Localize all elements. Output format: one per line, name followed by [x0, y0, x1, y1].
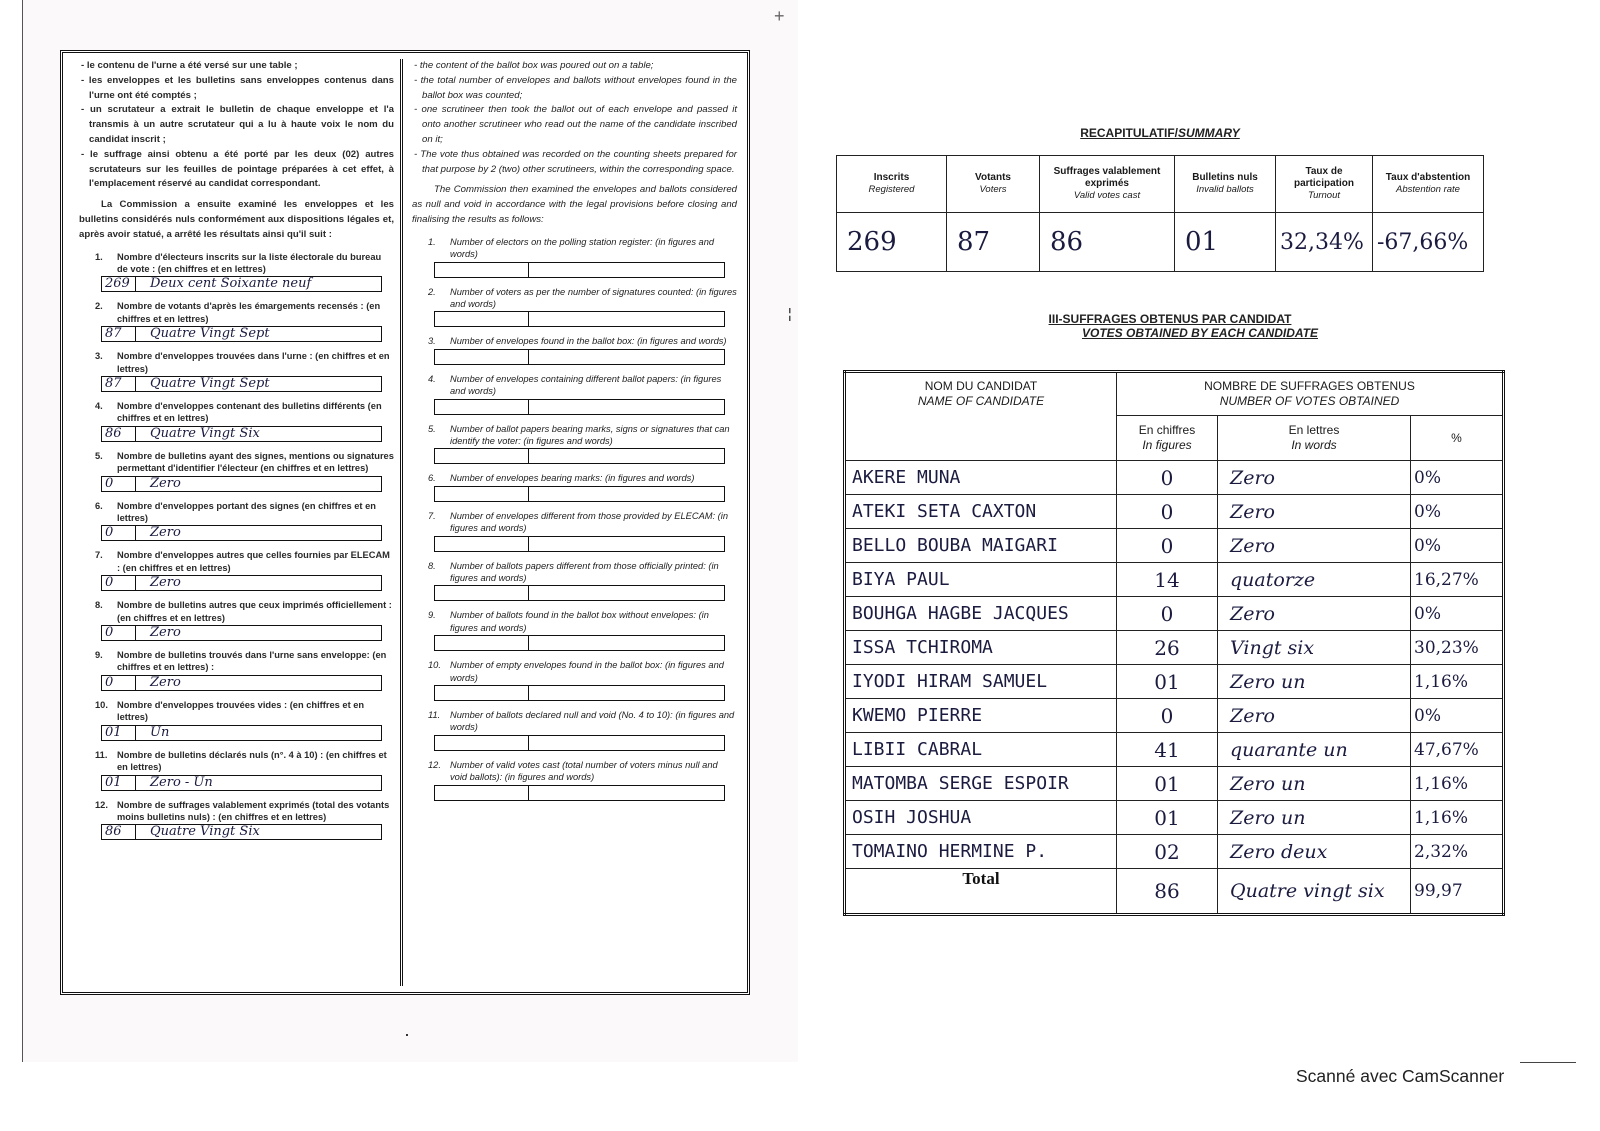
- header-voters: Votants Voters: [947, 156, 1040, 213]
- answer-figure[interactable]: [435, 636, 529, 650]
- candidate-percent: 0%: [1411, 699, 1504, 733]
- question-label: [412, 709, 737, 734]
- english-question-12: [412, 759, 737, 801]
- answer-figure[interactable]: [435, 400, 529, 414]
- turnout-value: 32,34%: [1276, 213, 1373, 272]
- candidate-percent: 0%: [1411, 461, 1504, 495]
- question-label: [412, 510, 737, 535]
- candidate-name: BIYA PAUL: [845, 563, 1117, 597]
- question-number: 1.: [95, 251, 103, 262]
- french-question-4: [79, 400, 394, 442]
- candidate-votes-words: quatorze: [1218, 563, 1411, 597]
- french-column: [73, 59, 403, 986]
- answer-field[interactable]: [434, 785, 725, 801]
- english-bullet: - the total number of envelopes and ballots without envelopes found in the ballot box was counted;: [414, 74, 737, 101]
- summary-title: [1060, 126, 1260, 140]
- candidate-row: [845, 733, 1504, 767]
- candidate-votes-words: Zero un: [1218, 801, 1411, 835]
- question-label: [79, 799, 394, 824]
- answer-words[interactable]: [529, 312, 724, 326]
- french-bullet: - le suffrage ainsi obtenu a été porté par les deux (02) autres scrutateurs sur les feuilles de pointage préparées à cet effet, à l'emplacement réservé au candidat correspondant.: [81, 148, 394, 190]
- candidate-votes-words: Zero: [1218, 461, 1411, 495]
- answer-figure[interactable]: 87: [102, 327, 136, 341]
- summary-values-row: [837, 213, 1484, 272]
- question-label: [412, 335, 737, 347]
- question-text: Nombre de bulletins déclarés nuls (n°. 4 à 10) : (en chiffres et en lettres): [117, 749, 387, 773]
- question-number: 6.: [428, 473, 436, 484]
- question-label: [412, 423, 737, 448]
- abstention-value: -67,66%: [1373, 213, 1484, 272]
- french-question-8: [79, 599, 394, 641]
- question-number: 3.: [95, 351, 103, 362]
- answer-figure[interactable]: 01: [102, 776, 136, 790]
- french-bullet: - le contenu de l'urne a été versé sur une table ;: [81, 60, 298, 71]
- answer-figure[interactable]: 87: [102, 377, 136, 391]
- question-label: [79, 549, 394, 574]
- answer-field[interactable]: [434, 536, 725, 552]
- question-text: Number of electors on the polling station register: (in figures and words): [450, 236, 715, 260]
- votes-title-en: VOTES OBTAINED BY EACH CANDIDATE: [1081, 326, 1318, 340]
- ink-mark: ¦: [788, 305, 792, 321]
- camscanner-watermark: Scanné avec CamScanner: [1296, 1066, 1505, 1086]
- answer-words[interactable]: Zero: [150, 625, 181, 641]
- question-text: Number of voters as per the number of signatures counted: (in figures and words): [450, 286, 737, 309]
- candidate-votes-figures: 02: [1117, 835, 1218, 869]
- question-text: Number of ballots papers different from those officially printed: (in figures and words): [450, 560, 719, 584]
- candidate-votes-words: Zero: [1218, 529, 1411, 563]
- candidate-row: [845, 767, 1504, 801]
- summary-table: [836, 155, 1484, 272]
- total-row: [845, 869, 1504, 915]
- french-question-3: [79, 350, 394, 392]
- answer-field[interactable]: [434, 349, 725, 365]
- question-number: 3.: [428, 336, 436, 347]
- candidate-row: [845, 529, 1504, 563]
- answer-field[interactable]: [434, 448, 725, 464]
- answer-field[interactable]: [101, 326, 382, 342]
- candidate-votes-figures: 0: [1117, 461, 1218, 495]
- question-text: Nombre d'enveloppes portant des signes (en chiffres et en lettres): [117, 500, 376, 524]
- candidate-votes-words: quarante un: [1218, 733, 1411, 767]
- question-number: 12.: [95, 799, 108, 810]
- candidate-votes-figures: 01: [1117, 801, 1218, 835]
- answer-words[interactable]: [529, 537, 724, 551]
- question-label: [79, 251, 394, 276]
- candidate-header-row: [845, 372, 1504, 416]
- answer-figure[interactable]: [435, 312, 529, 326]
- candidate-name: IYODI HIRAM SAMUEL: [845, 665, 1117, 699]
- candidate-row: [845, 495, 1504, 529]
- answer-words[interactable]: Quatre Vingt Six: [150, 425, 260, 441]
- question-number: 2.: [428, 286, 436, 297]
- answer-figure[interactable]: 0: [102, 626, 136, 640]
- candidate-row: [845, 699, 1504, 733]
- french-question-11: [79, 749, 394, 791]
- question-number: 7.: [428, 510, 436, 521]
- english-question-11: [412, 709, 737, 751]
- answer-words[interactable]: [529, 350, 724, 364]
- english-question-3: [412, 335, 737, 364]
- answer-words[interactable]: Quatre Vingt Sept: [150, 376, 270, 391]
- english-procedure-list: [412, 59, 737, 177]
- question-number: 1.: [428, 236, 436, 247]
- candidate-votes-figures: 26: [1117, 631, 1218, 665]
- candidate-votes-words: Vingt six: [1218, 631, 1411, 665]
- answer-field[interactable]: [434, 585, 725, 601]
- answer-field[interactable]: [434, 311, 725, 327]
- question-number: 4.: [95, 401, 103, 411]
- answer-figure[interactable]: 0: [102, 676, 136, 690]
- answer-figure[interactable]: 01: [102, 726, 136, 740]
- answer-words[interactable]: [529, 686, 724, 700]
- total-percent: 99,97: [1411, 869, 1504, 915]
- answer-field[interactable]: [101, 575, 382, 591]
- counting-form: [60, 50, 750, 995]
- candidate-percent: 0%: [1411, 529, 1504, 563]
- total-label: Total: [845, 869, 1117, 915]
- french-question-12: [79, 799, 394, 841]
- candidate-percent: 16,27%: [1411, 563, 1504, 597]
- english-question-7: [412, 510, 737, 552]
- question-number: 7.: [95, 550, 103, 561]
- header-registered: Inscrits Registered: [837, 156, 947, 213]
- answer-figure[interactable]: [435, 786, 529, 800]
- question-text: Number of envelopes bearing marks: (in figures and words): [450, 473, 695, 484]
- answer-field[interactable]: [434, 486, 725, 502]
- candidate-votes-words: Zero: [1218, 699, 1411, 733]
- english-column: [406, 59, 743, 986]
- question-label: [79, 699, 394, 724]
- candidate-percent: 1,16%: [1411, 665, 1504, 699]
- question-number: 9.: [428, 610, 436, 621]
- english-question-5: [412, 423, 737, 465]
- french-question-1: [79, 251, 394, 293]
- question-text: Nombre de suffrages valablement exprimés (total des votants moins bulletins nuls) : (en chiffres et en lettres): [117, 799, 390, 822]
- ink-mark: ·: [404, 1024, 410, 1044]
- question-text: Nombre d'enveloppes autres que celles fournies par ELECAM : (en chiffres et en lettres): [117, 550, 390, 573]
- candidate-name: KWEMO PIERRE: [845, 699, 1117, 733]
- candidate-name: TOMAINO HERMINE P.: [845, 835, 1117, 869]
- question-number: 5.: [428, 423, 436, 434]
- candidate-votes-words: Zero deux: [1218, 835, 1411, 869]
- answer-figure[interactable]: 0: [102, 526, 136, 540]
- question-label: [79, 749, 394, 774]
- question-text: Nombre d'enveloppes trouvées vides : (en chiffres et en lettres): [117, 699, 365, 723]
- candidate-votes-figures: 01: [1117, 665, 1218, 699]
- english-question-6: [412, 472, 737, 501]
- candidate-percent: 47,67%: [1411, 733, 1504, 767]
- answer-words[interactable]: Zero: [150, 475, 181, 491]
- answer-field[interactable]: [101, 675, 382, 691]
- answer-figure[interactable]: [435, 449, 529, 463]
- answer-field[interactable]: [101, 725, 382, 741]
- answer-figure[interactable]: 86: [102, 825, 136, 839]
- candidate-name: MATOMBA SERGE ESPOIR: [845, 767, 1117, 801]
- answer-field[interactable]: [434, 635, 725, 651]
- invalid-ballots-value: 01: [1175, 213, 1276, 272]
- total-figures: 86: [1117, 869, 1218, 915]
- votes-section-title: [1000, 312, 1340, 340]
- answer-field[interactable]: [101, 376, 382, 392]
- summary-title-fr: RECAPITULATIF/: [1080, 126, 1178, 140]
- scan-crosshair-mark: +: [774, 6, 785, 26]
- question-text: Nombre de bulletins ayant des signes, mentions ou signatures permettant d'identifier l'électeur (en chiffres et en lettres): [117, 450, 394, 474]
- question-number: 5.: [95, 450, 103, 461]
- answer-words[interactable]: [529, 400, 724, 414]
- answer-figure[interactable]: [435, 686, 529, 700]
- candidate-votes-words: Zero un: [1218, 665, 1411, 699]
- candidate-row: [845, 801, 1504, 835]
- answer-figure[interactable]: [435, 537, 529, 551]
- answer-figure[interactable]: [435, 263, 529, 277]
- candidate-percent: 0%: [1411, 597, 1504, 631]
- question-label: [79, 350, 394, 375]
- header-words: En lettres In words: [1218, 416, 1411, 461]
- candidate-votes-figures: 0: [1117, 529, 1218, 563]
- total-words: Quatre vingt six: [1218, 869, 1411, 915]
- question-text: Number of ballots found in the ballot box without envelopes: (in figures and words): [450, 610, 709, 633]
- question-number: 11.: [95, 749, 108, 760]
- candidate-name: BOUHGA HAGBE JACQUES: [845, 597, 1117, 631]
- valid-votes-value: 86: [1040, 213, 1175, 272]
- question-label: [79, 300, 394, 325]
- french-bullet: - un scrutateur a extrait le bulletin de chaque enveloppe et l'a transmis à un autre scrutateur qui a lu à haute voix le nom du candidat inscrit ;: [81, 104, 394, 145]
- question-label: [412, 560, 737, 585]
- question-label: [79, 500, 394, 525]
- question-label: [79, 599, 394, 624]
- candidate-name: ISSA TCHIROMA: [845, 631, 1117, 665]
- answer-figure[interactable]: 0: [102, 576, 136, 590]
- answer-words[interactable]: Zero: [150, 525, 181, 541]
- answer-figure[interactable]: [435, 736, 529, 750]
- candidate-rows: [845, 461, 1504, 869]
- candidate-votes-figures: 0: [1117, 699, 1218, 733]
- answer-words[interactable]: Deux cent Soixante neuf: [150, 276, 312, 292]
- answer-figure[interactable]: 269: [102, 277, 136, 291]
- answer-field[interactable]: [101, 525, 382, 541]
- candidate-percent: 1,16%: [1411, 801, 1504, 835]
- candidate-name: OSIH JOSHUA: [845, 801, 1117, 835]
- question-label: [79, 400, 394, 425]
- answer-words[interactable]: [529, 487, 724, 501]
- english-question-2: [412, 286, 737, 328]
- answer-figure[interactable]: [435, 487, 529, 501]
- answer-field[interactable]: [434, 735, 725, 751]
- french-question-7: [79, 549, 394, 591]
- footer-divider: [1520, 1062, 1576, 1063]
- candidate-votes-words: Zero: [1218, 597, 1411, 631]
- question-number: 4.: [428, 373, 436, 384]
- question-number: 10.: [428, 660, 441, 671]
- question-text: Number of ballot papers bearing marks, signs or signatures that can identify the voter: (in figures and words): [450, 423, 730, 447]
- header-percent: %: [1411, 416, 1504, 461]
- candidate-row: [845, 563, 1504, 597]
- question-label: [79, 450, 394, 475]
- answer-field[interactable]: [101, 824, 382, 840]
- question-text: Number of empty envelopes found in the ballot box: (in figures and words): [450, 660, 724, 683]
- question-label: [412, 236, 737, 261]
- question-text: Number of valid votes cast (total number of voters minus null and void ballots): (in figures and words): [450, 759, 718, 783]
- french-bullet: - les enveloppes et les bulletins sans enveloppes contenus dans l'urne ont été comptés ;: [81, 74, 394, 101]
- french-question-5: [79, 450, 394, 492]
- candidate-votes-words: Zero: [1218, 495, 1411, 529]
- question-label: [412, 609, 737, 634]
- english-question-4: [412, 373, 737, 415]
- answer-words[interactable]: [529, 586, 724, 600]
- header-abstention: Taux d'abstention Abstention rate: [1373, 156, 1484, 213]
- question-text: Number of ballots declared null and void (No. 4 to 10): (in figures and words): [450, 710, 735, 733]
- answer-words[interactable]: [529, 449, 724, 463]
- question-label: [412, 759, 737, 784]
- voters-value: 87: [947, 213, 1040, 272]
- french-paragraph: La Commission a ensuite examiné les enveloppes et les bulletins considérés nuls conformément aux dispositions légales et, après avoir statué, a arrêté les résultats ainsi qu'il suit :: [79, 199, 394, 240]
- candidate-row: [845, 597, 1504, 631]
- question-text: Nombre d'enveloppes contenant des bulletins différents (en chiffres et en lettres): [117, 401, 382, 424]
- candidate-votes-figures: 0: [1117, 597, 1218, 631]
- candidate-percent: 1,16%: [1411, 767, 1504, 801]
- answer-field[interactable]: [434, 399, 725, 415]
- candidate-name: BELLO BOUBA MAIGARI: [845, 529, 1117, 563]
- answer-words[interactable]: [529, 786, 724, 800]
- french-question-6: [79, 500, 394, 542]
- english-paragraph: The Commission then examined the envelopes and ballots considered as null and void in accordance with the legal provisions before closing and finalising the results as follows:: [412, 184, 737, 225]
- question-label: [412, 472, 737, 484]
- summary-title-en: SUMMARY: [1178, 126, 1240, 140]
- english-question-10: [412, 659, 737, 701]
- english-bullet: - one scrutineer then took the ballot out of each envelope and passed it onto another scrutineer who read out the name of the candidate inscribed on it;: [414, 104, 737, 145]
- question-label: [412, 286, 737, 311]
- answer-field[interactable]: [101, 625, 382, 641]
- candidate-votes-figures: 41: [1117, 733, 1218, 767]
- header-invalid-ballots: Bulletins nuls Invalid ballots: [1175, 156, 1276, 213]
- english-questions: [412, 236, 737, 801]
- candidate-row: [845, 631, 1504, 665]
- candidate-votes-words: Zero un: [1218, 767, 1411, 801]
- french-question-9: [79, 649, 394, 691]
- answer-field[interactable]: [101, 775, 382, 791]
- candidate-name: ATEKI SETA CAXTON: [845, 495, 1117, 529]
- header-turnout: Taux de participation Turnout: [1276, 156, 1373, 213]
- answer-field[interactable]: [434, 685, 725, 701]
- answer-words[interactable]: [529, 263, 724, 277]
- french-questions: [79, 251, 394, 841]
- question-number: 12.: [428, 759, 441, 770]
- candidate-row: [845, 835, 1504, 869]
- header-candidate-name: NOM DU CANDIDAT NAME OF CANDIDATE: [845, 372, 1117, 461]
- answer-field[interactable]: [101, 476, 382, 492]
- question-text: Nombre de bulletins autres que ceux imprimés officiellement : (en chiffres et en lettres): [117, 600, 392, 623]
- answer-words[interactable]: Zero: [150, 674, 181, 690]
- answer-field[interactable]: [434, 262, 725, 278]
- question-text: Nombre de votants d'après les émargements recensés : (en chiffres et en lettres): [117, 301, 381, 324]
- answer-figure[interactable]: 86: [102, 427, 136, 441]
- question-text: Nombre d'enveloppes trouvées dans l'urne : (en chiffres et en lettres): [117, 351, 390, 374]
- question-text: Number of envelopes different from those provided by ELECAM: (in figures and words): [450, 510, 729, 534]
- candidate-votes-table: [843, 370, 1505, 916]
- question-text: Nombre d'électeurs inscrits sur la liste électorale du bureau de vote : (en chiffres et en lettres): [117, 251, 382, 274]
- answer-figure[interactable]: [435, 586, 529, 600]
- header-figures: En chiffres In figures: [1117, 416, 1218, 461]
- candidate-percent: 2,32%: [1411, 835, 1504, 869]
- answer-words[interactable]: Quatre Vingt Sept: [150, 326, 270, 342]
- answer-words[interactable]: Zero - Un: [150, 774, 213, 790]
- candidate-name: AKERE MUNA: [845, 461, 1117, 495]
- votes-title-fr: III-SUFFRAGES OBTENUS PAR CANDIDAT: [1048, 312, 1292, 326]
- english-question-1: [412, 236, 737, 278]
- answer-words[interactable]: [529, 736, 724, 750]
- question-text: Number of envelopes found in the ballot box: (in figures and words): [450, 336, 727, 347]
- english-question-8: [412, 560, 737, 602]
- french-question-10: [79, 699, 394, 741]
- registered-value: 269: [837, 213, 947, 272]
- answer-words[interactable]: Zero: [150, 575, 181, 591]
- candidate-votes-figures: 0: [1117, 495, 1218, 529]
- question-number: 8.: [428, 560, 436, 571]
- question-text: Nombre de bulletins trouvés dans l'urne sans enveloppe: (en chiffres et en lettres) :: [117, 650, 387, 673]
- answer-figure[interactable]: 0: [102, 477, 136, 491]
- french-procedure-list: [79, 59, 394, 192]
- question-label: [79, 649, 394, 674]
- question-text: Number of envelopes containing different ballot papers: (in figures and words): [450, 373, 722, 397]
- question-number: 10.: [95, 699, 108, 710]
- candidate-percent: 0%: [1411, 495, 1504, 529]
- candidate-votes-figures: 01: [1117, 767, 1218, 801]
- question-number: 2.: [95, 301, 103, 312]
- french-question-2: [79, 300, 394, 342]
- header-valid-votes: Suffrages valablement exprimés Valid votes cast: [1040, 156, 1175, 213]
- question-label: [412, 659, 737, 684]
- candidate-votes-figures: 14: [1117, 563, 1218, 597]
- answer-figure[interactable]: [435, 350, 529, 364]
- question-number: 9.: [95, 650, 103, 661]
- candidate-row: [845, 665, 1504, 699]
- answer-field[interactable]: [101, 426, 382, 442]
- question-number: 11.: [428, 710, 441, 721]
- answer-words[interactable]: Un: [150, 724, 170, 740]
- summary-header-row: [837, 156, 1484, 213]
- answer-words[interactable]: [529, 636, 724, 650]
- header-votes-obtained: NOMBRE DE SUFFRAGES OBTENUS NUMBER OF VOTES OBTAINED: [1117, 372, 1504, 416]
- answer-words[interactable]: Quatre Vingt Six: [150, 824, 260, 840]
- answer-field[interactable]: [101, 276, 382, 292]
- english-bullet: - the content of the ballot box was poured out on a table;: [414, 60, 654, 71]
- candidate-percent: 30,23%: [1411, 631, 1504, 665]
- candidate-name: LIBII CABRAL: [845, 733, 1117, 767]
- english-question-9: [412, 609, 737, 651]
- candidate-row: [845, 461, 1504, 495]
- question-number: 6.: [95, 500, 103, 511]
- english-bullet: - The vote thus obtained was recorded on the counting sheets prepared for that purpose by 2 (two) other scrutineers, within the corresponding space.: [414, 148, 737, 175]
- question-label: [412, 373, 737, 398]
- question-number: 8.: [95, 600, 103, 611]
